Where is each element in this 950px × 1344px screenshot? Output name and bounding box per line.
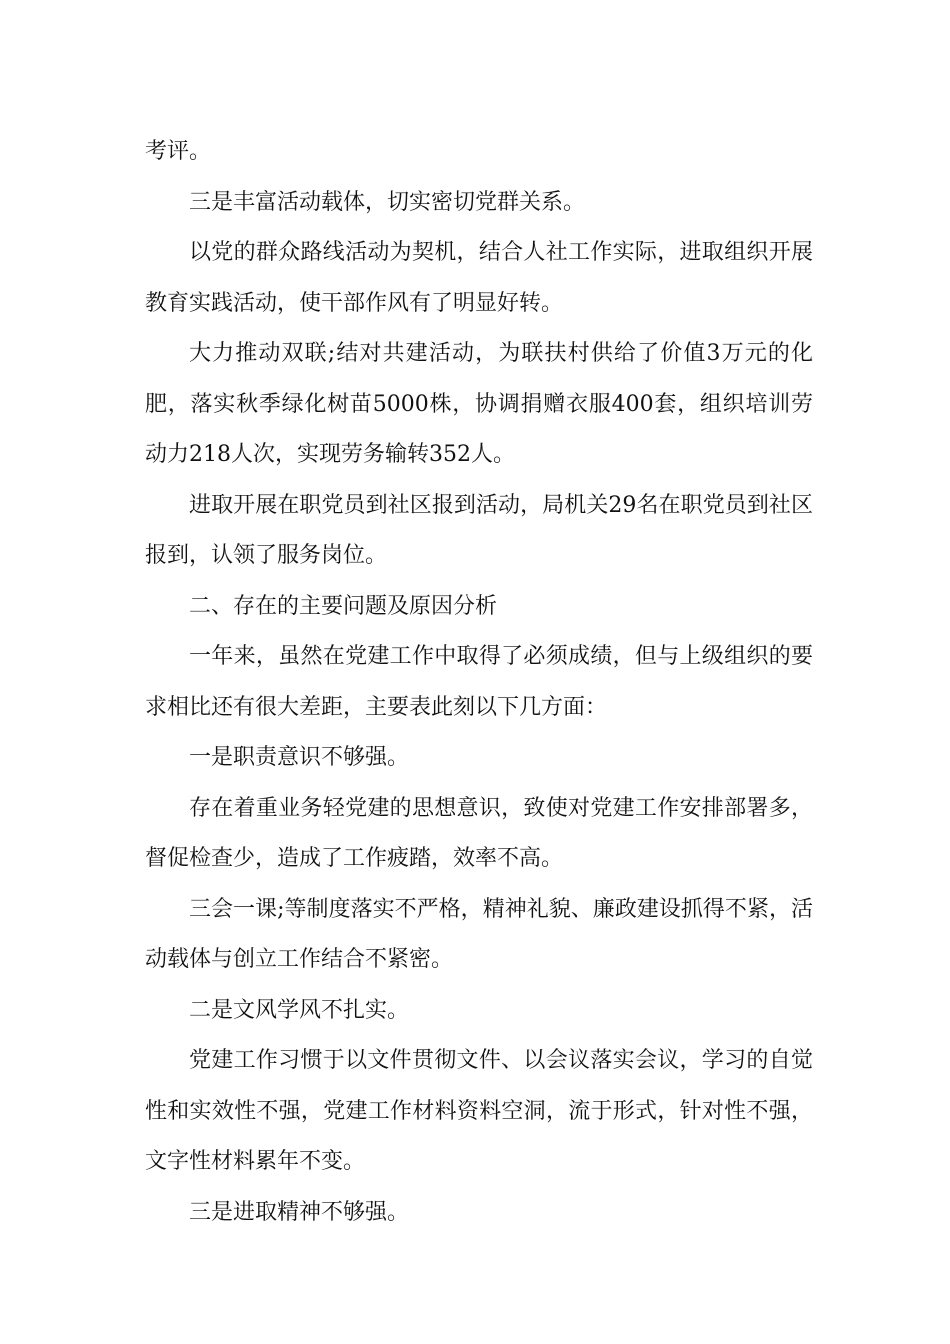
paragraph: 大力推动双联;结对共建活动，为联扶村供给了价值3万元的化肥，落实秋季绿化树苗5000株，协调捐赠衣服400套，组织培训劳动力218人次，实现劳务输转352人。 [145, 341, 813, 467]
paragraph: 三会一课;等制度落实不严格，精神礼貌、廉政建设抓得不紧，活动载体与创立工作结合不紧密。 [145, 896, 813, 972]
paragraph: 三是丰富活动载体，切实密切党群关系。 [189, 189, 586, 215]
paragraph: 以党的群众路线活动为契机，结合人社工作实际，进取组织开展教育实践活动，使干部作风有了明显好转。 [145, 240, 813, 316]
paragraph: 存在着重业务轻党建的思想意识，致使对党建工作安排部署多，督促检查少，造成了工作疲踏，效率不高。 [145, 795, 813, 871]
paragraph: 考评。 [145, 139, 212, 164]
section-heading: 二、存在的主要问题及原因分析 [189, 593, 498, 619]
paragraph: 一年来，虽然在党建工作中取得了必须成绩，但与上级组织的要求相比还有很大差距，主要表此刻以下几方面： [145, 644, 813, 720]
paragraph: 一是职责意识不够强。 [189, 745, 410, 770]
document-body [145, 127, 813, 1238]
paragraph: 进取开展在职党员到社区报到活动，局机关29名在职党员到社区报到，认领了服务岗位。 [145, 492, 813, 568]
paragraph: 二是文风学风不扎实。 [189, 997, 410, 1023]
paragraph: 三是进取精神不够强。 [189, 1199, 410, 1225]
paragraph: 党建工作习惯于以文件贯彻文件、以会议落实会议，学习的自觉性和实效性不强，党建工作材料资料空洞，流于形式，针对性不强，文字性材料累年不变。 [145, 1048, 813, 1174]
